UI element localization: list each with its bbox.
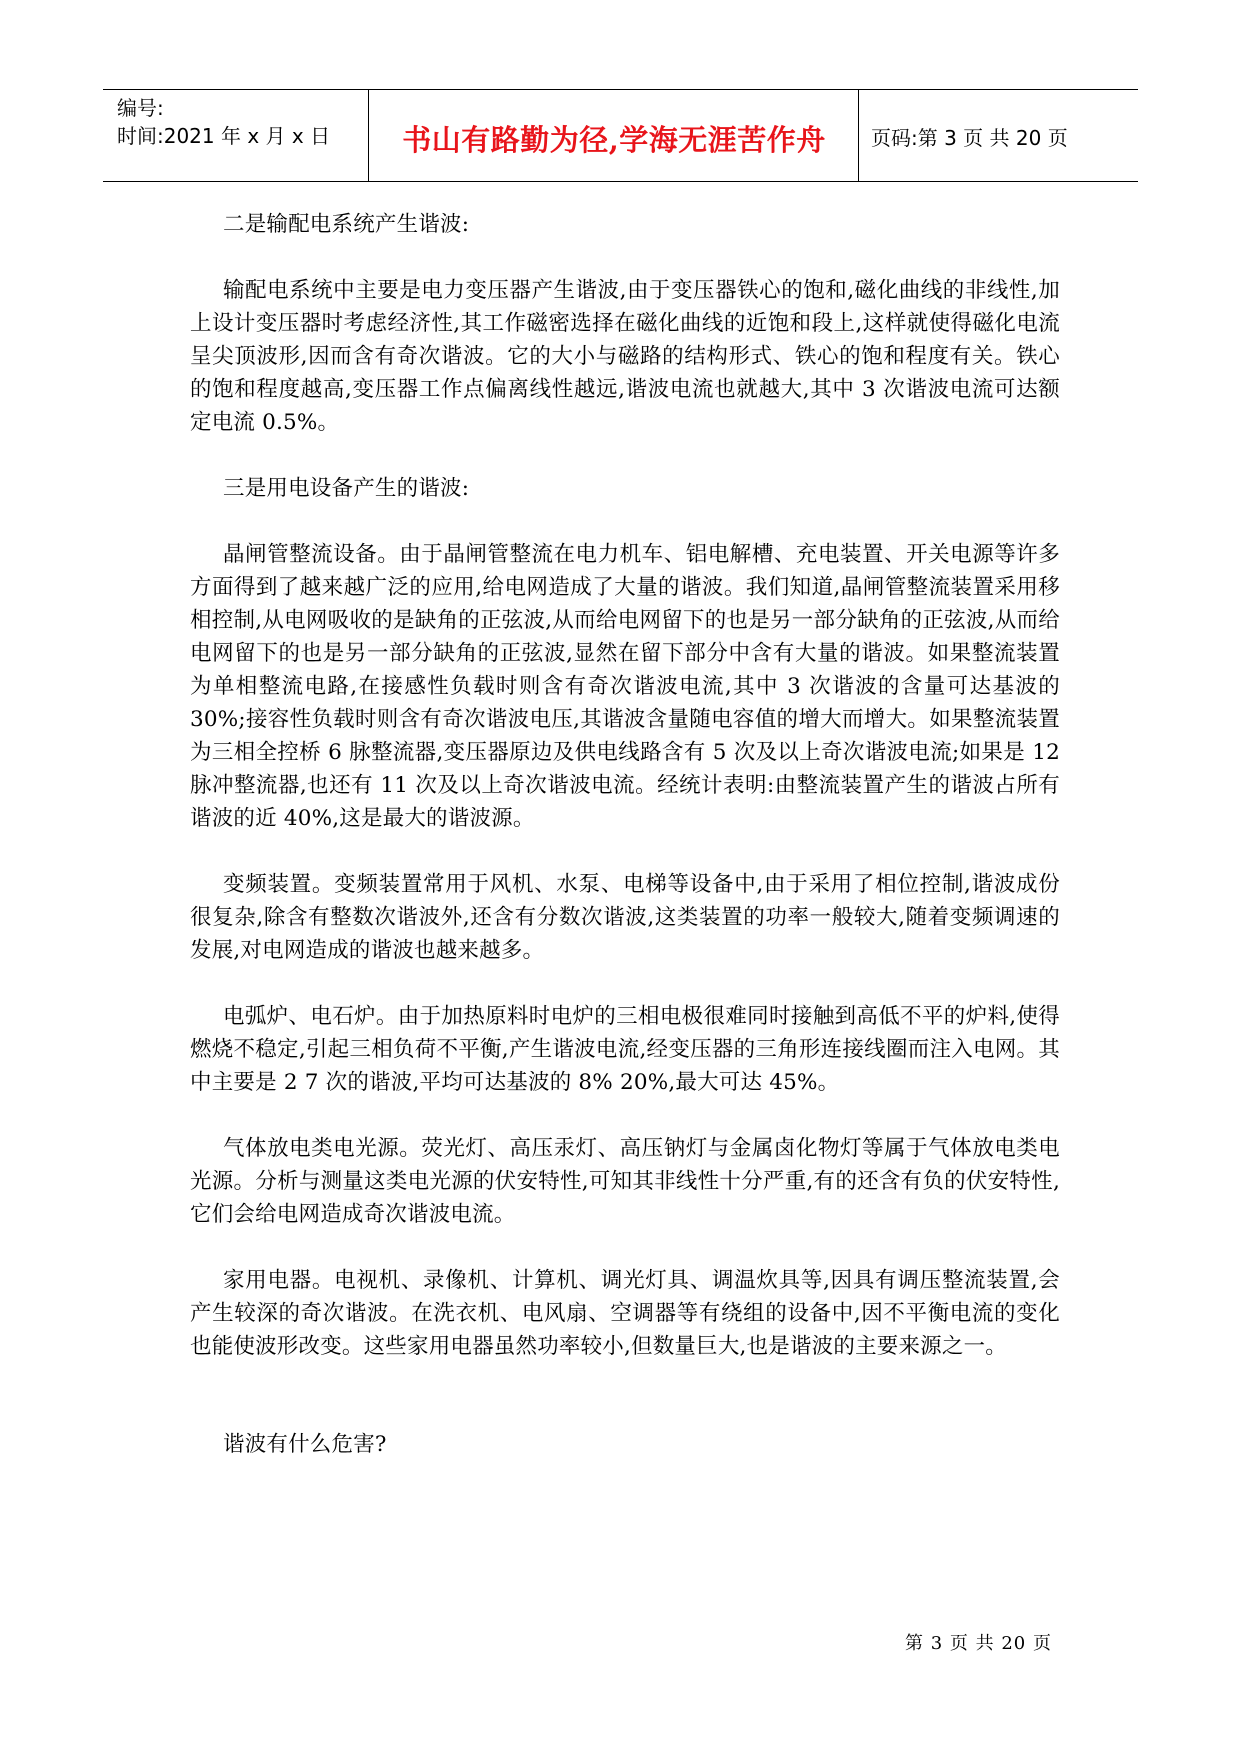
- header-divider: [368, 90, 369, 181]
- header-divider: [858, 90, 859, 181]
- body-paragraph: 家用电器。电视机、录像机、计算机、调光灯具、调温炊具等,因具有调压整流装置,会产生较深的奇次谐波。在洗衣机、电风扇、空调器等有绕组的设备中,因不平衡电流的变化也能使波形改变。这些家用电器虽然功率较小,但数量巨大,也是谐波的主要来源之一。: [190, 1268, 1060, 1359]
- document-body: [190, 208, 1060, 1494]
- header-meta: [117, 94, 367, 150]
- page-header: [103, 89, 1138, 182]
- body-paragraph: 气体放电类电光源。荧光灯、高压汞灯、高压钠灯与金属卤化物灯等属于气体放电类电光源。分析与测量这类电光源的伏安特性,可知其非线性十分严重,有的还含有负的伏安特性,它们会给电网造成奇次谐波电流。: [190, 1136, 1060, 1227]
- section-heading: 谐波有什么危害?: [223, 1432, 387, 1457]
- document-time-label: 时间:2021 年 x 月 x 日: [117, 124, 331, 148]
- header-page-number: 页码:第 3 页 共 20 页: [871, 126, 1068, 150]
- body-paragraph: 变频装置。变频装置常用于风机、水泵、电梯等设备中,由于采用了相位控制,谐波成份很复杂,除含有整数次谐波外,还含有分数次谐波,这类装置的功率一般较大,随着变频调速的发展,对电网造成的谐波也越来越多。: [190, 872, 1060, 963]
- body-paragraph: 晶闸管整流设备。由于晶闸管整流在电力机车、铝电解槽、充电装置、开关电源等许多方面得到了越来越广泛的应用,给电网造成了大量的谐波。我们知道,晶闸管整流装置采用移相控制,从电网吸收的是缺角的正弦波,从而给电网留下的也是另一部分缺角的正弦波,从而给电网留下的也是另一部分缺角的正弦波,显然在留下部分中含有大量的谐波。如果整流装置为单相整流电路,在接感性负载时则含有奇次谐波电流,其中 3 次谐波的含量可达基波的 30%;接容性负载时则含有奇次谐波电压,其谐波含量随电容值的增大而增大。如果整流装置为三相全控桥 6 脉整流器,变压器原边及供电线路含有 5 次及以上奇次谐波电流;如果是 12 脉冲整流器,也还有 11 次及以上奇次谐波电流。经统计表明:由整流装置产生的谐波占所有谐波的近 40%,这是最大的谐波源。: [190, 542, 1060, 831]
- document-number-label: 编号:: [117, 96, 164, 120]
- section-heading: 三是用电设备产生的谐波:: [223, 476, 470, 501]
- body-paragraph: 电弧炉、电石炉。由于加热原料时电炉的三相电极很难同时接触到高低不平的炉料,使得燃烧不稳定,引起三相负荷不平衡,产生谐波电流,经变压器的三角形连接线圈而注入电网。其中主要是 2 7 次的谐波,平均可达基波的 8% 20%,最大可达 45%。: [190, 1004, 1060, 1095]
- body-paragraph: 输配电系统中主要是电力变压器产生谐波,由于变压器铁心的饱和,磁化曲线的非线性,加上设计变压器时考虑经济性,其工作磁密选择在磁化曲线的近饱和段上,这样就使得磁化电流呈尖顶波形,因而含有奇次谐波。它的大小与磁路的结构形式、铁心的饱和程度有关。铁心的饱和程度越高,变压器工作点偏离线性越远,谐波电流也就越大,其中 3 次谐波电流可达额定电流 0.5%。: [190, 278, 1060, 435]
- page-footer: 第 3 页 共 20 页: [905, 1633, 1052, 1654]
- header-motto: 书山有路勤为径,学海无涯苦作舟: [402, 123, 826, 157]
- section-heading: 二是输配电系统产生谐波:: [223, 212, 470, 237]
